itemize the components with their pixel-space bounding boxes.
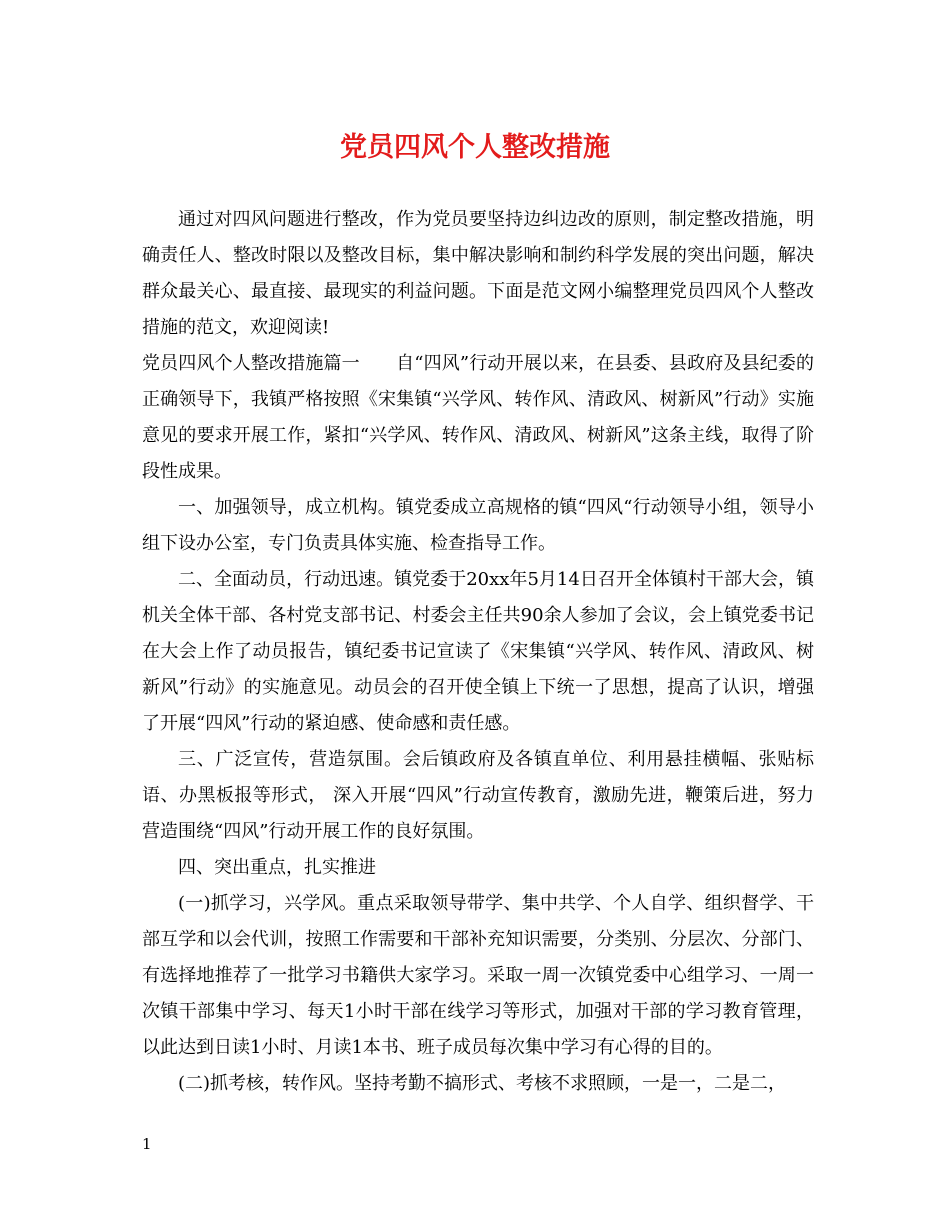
paragraph-item-1: 一、加强领导，成立机构。镇党委成立高规格的镇“四风“行动领导小组，领导小组下设办公室，专门负责具体实施、检查指导工作。 [142,497,814,554]
paragraph-section-one: 党员四风个人整改措施篇一 自“四风”行动开展以来，在县委、县政府及县纪委的正确领导下，我镇严格按照《宋集镇“兴学风、转作风、清政风、树新风”行动》实施意见的要求开展工作，紧扣“兴学风、转作风、清政风、树新风”这条主线，取得了阶段性成果。 [142,353,814,482]
paragraph-intro: 通过对四风问题进行整改，作为党员要坚持边纠边改的原则，制定整改措施，明确责任人、整改时限以及整改目标，集中解决影响和制约科学发展的突出问题，解决群众最关心、最直接、最现实的利益问题。下面是范文网小编整理党员四风个人整改措施的范文，欢迎阅读! [142,209,814,338]
page-number: 1 [142,1135,152,1153]
paragraph-subitem-2: (二)抓考核，转作风。坚持考勤不搞形式、考核不求照顾，一是一，二是二， [178,1073,787,1094]
document-body [142,202,814,1102]
paragraph-subitem-1: (一)抓学习，兴学风。重点采取领导带学、集中共学、个人自学、组织督学、干部互学和以会代训，按照工作需要和干部补充知识需要，分类别、分层次、分部门、有选择地推荐了一批学习书籍供大家学习。采取一周一次镇党委中心组学习、一周一次镇干部集中学习、每天1小时干部在线学习等形式，加强对干部的学习教育管理，以此达到日读1小时、月读1本书、班子成员每次集中学习有心得的目的。 [142,893,814,1058]
page-title: 党员四风个人整改措施 [340,132,610,163]
paragraph-item-4: 四、突出重点，扎实推进 [178,857,376,878]
paragraph-item-2: 二、全面动员，行动迅速。镇党委于20xx年5月14日召开全体镇村干部大会，镇机关全体干部、各村党支部书记、村委会主任共90余人参加了会议，会上镇党委书记在大会上作了动员报告，镇纪委书记宣读了《宋集镇“兴学风、转作风、清政风、树新风”行动》的实施意见。动员会的召开使全镇上下统一了思想，提高了认识，增强了开展“四风”行动的紧迫感、使命感和责任感。 [142,569,814,734]
paragraph-item-3: 三、广泛宣传，营造氛围。会后镇政府及各镇直单位、利用悬挂横幅、张贴标语、办黑板报等形式， 深入开展“四风”行动宣传教育，激励先进，鞭策后进，努力营造围绕“四风”行动开展工作的良好氛围。 [142,749,814,842]
